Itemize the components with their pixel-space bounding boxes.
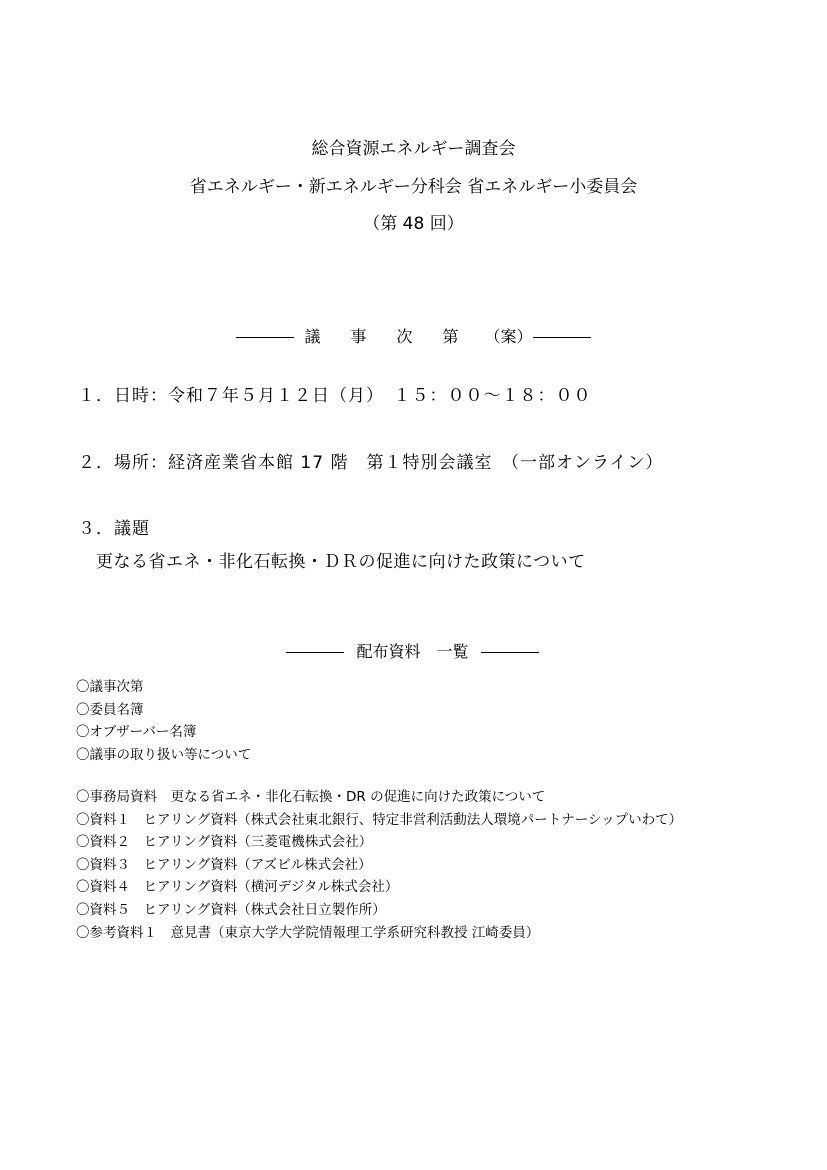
agenda-heading [0,326,827,348]
materials-heading-label: 配布資料 一覧 [356,642,469,661]
agenda-heading-char: 事 [350,327,367,346]
list-item: 〇オブザーバー名簿 [76,724,197,741]
subcommittee-title: 省エネルギー・新エネルギー分科会 省エネルギー小委員会 [189,177,638,197]
materials-list-documents [76,786,796,944]
session-number: （第 48 回） [363,214,464,234]
agenda-item-venue: ２．場所：経済産業省本館 17 階 第１特別会議室 （一部オンライン） [78,453,664,473]
materials-list-general [76,676,796,766]
list-item: 〇委員名簿 [76,701,144,718]
list-item: 〇参考資料１ 意見書（東京大学大学院情報理工学系研究科教授 江崎委員） [76,924,540,941]
list-item: 〇資料３ ヒアリング資料（アズビル株式会社） [76,856,372,873]
council-title: 総合資源エネルギー調査会 [311,139,516,159]
list-item: 〇議事次第 [76,679,144,695]
agenda-item-topic-label: ３．議題 [78,519,150,539]
rule-left [236,337,294,338]
rule-left [286,652,344,653]
list-item: 〇資料４ ヒアリング資料（横河デジタル株式会社） [76,879,399,896]
agenda-heading-char: 議 [304,327,321,346]
list-item: 〇事務局資料 更なる省エネ・非化石転換・DR の促進に向けた政策について [76,789,546,805]
list-item: 〇資料５ ヒアリング資料（株式会社日立製作所） [76,901,386,918]
agenda-item-datetime: １．日時：令和７年５月１２日（月） １５：００～１８：００ [78,386,592,406]
rule-right [481,652,539,653]
list-item: 〇資料２ ヒアリング資料（三菱電機株式会社） [76,834,373,851]
rule-right [533,337,591,338]
list-item: 〇資料１ ヒアリング資料（株式会社東北銀行、特定非営利活動法人環境パートナーシップいわて） [76,811,683,828]
agenda-heading-char: 次 [396,327,413,346]
agenda-heading-suffix: （案） [484,327,533,346]
materials-heading [0,641,826,663]
agenda-item-topic: 更なる省エネ・非化石転換・ＤＲの促進に向けた政策について [96,552,586,572]
list-item: 〇議事の取り扱い等について [76,746,252,763]
agenda-heading-char: 第 [442,327,459,346]
